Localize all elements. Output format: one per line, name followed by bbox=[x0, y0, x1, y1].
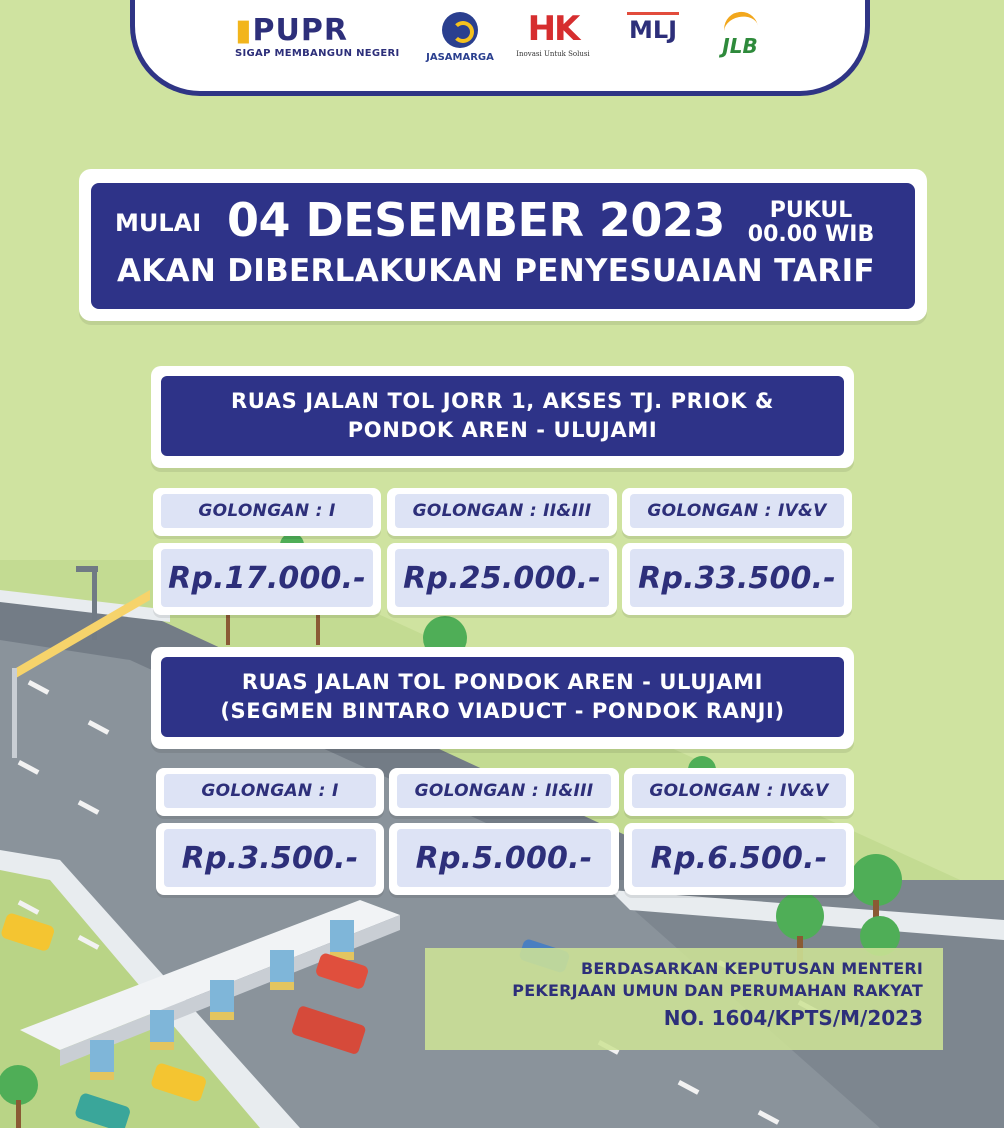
section-2-title bbox=[161, 657, 844, 737]
tariff-price: Rp.5.000.- bbox=[397, 829, 611, 887]
section-2-price-3 bbox=[624, 823, 854, 895]
golongan-label: GOLONGAN : II&III bbox=[397, 774, 611, 808]
logo-header bbox=[130, 0, 870, 96]
section-1-price-2 bbox=[387, 543, 617, 615]
mlj-wordmark: MLJ bbox=[627, 12, 679, 45]
announcement-banner bbox=[79, 169, 927, 321]
decree-number: NO. 1604/KPTS/M/2023 bbox=[663, 1006, 923, 1030]
tariff-price: Rp.25.000.- bbox=[395, 549, 609, 607]
section-2-golongan-1 bbox=[156, 768, 384, 816]
golongan-label: GOLONGAN : I bbox=[161, 494, 373, 528]
jasamarga-wordmark: JASAMARGA bbox=[426, 52, 494, 63]
section-2-price-2 bbox=[389, 823, 619, 895]
tariff-price: Rp.17.000.- bbox=[161, 549, 373, 607]
section-2-golongan-3 bbox=[624, 768, 854, 816]
pupr-wordmark: ▮PUPR bbox=[235, 13, 348, 48]
pupr-tagline: SIGAP MEMBANGUN NEGERI bbox=[235, 48, 400, 59]
banner-mulai: MULAI bbox=[115, 209, 202, 237]
hk-tagline: Inovasi Untuk Solusi bbox=[516, 50, 590, 58]
banner-date: 04 DESEMBER 2023 bbox=[227, 193, 725, 247]
section-1-golongan-1 bbox=[153, 488, 381, 536]
banner-headline: AKAN DIBERLAKUKAN PENYESUAIAN TARIF bbox=[117, 253, 875, 289]
section-2-price-1 bbox=[156, 823, 384, 895]
section-2-title-line1: RUAS JALAN TOL PONDOK AREN - ULUJAMI bbox=[241, 670, 764, 694]
footnote-line1: BERDASARKAN KEPUTUSAN MENTERI bbox=[580, 959, 923, 978]
golongan-label: GOLONGAN : IV&V bbox=[632, 774, 846, 808]
footnote-line2: PEKERJAAN UMUN DAN PERUMAHAN RAKYAT bbox=[512, 981, 923, 1000]
golongan-label: GOLONGAN : IV&V bbox=[630, 494, 844, 528]
jlb-wordmark: JLB bbox=[722, 34, 758, 58]
announcement-banner-inner bbox=[91, 183, 915, 309]
mlj-logo bbox=[623, 12, 683, 45]
section-1-header bbox=[151, 366, 854, 468]
hk-wordmark: HK bbox=[527, 9, 579, 49]
section-1-price-1 bbox=[153, 543, 381, 615]
golongan-label: GOLONGAN : I bbox=[164, 774, 376, 808]
section-1-price-3 bbox=[622, 543, 852, 615]
golongan-label: GOLONGAN : II&III bbox=[395, 494, 609, 528]
section-1-golongan-3 bbox=[622, 488, 852, 536]
legal-basis-footnote bbox=[425, 948, 943, 1050]
section-1-title bbox=[161, 376, 844, 456]
jasamarga-logo bbox=[425, 12, 495, 63]
section-2-golongan-2 bbox=[389, 768, 619, 816]
tariff-price: Rp.3.500.- bbox=[164, 829, 376, 887]
banner-pukul: PUKUL bbox=[769, 198, 853, 223]
banner-time bbox=[731, 199, 891, 247]
section-1-golongan-2 bbox=[387, 488, 617, 536]
section-1-title-line1: RUAS JALAN TOL JORR 1, AKSES TJ. PRIOK & bbox=[231, 389, 774, 413]
section-2-title-line2: (SEGMEN BINTARO VIADUCT - PONDOK RANJI) bbox=[220, 699, 785, 723]
tariff-price: Rp.33.500.- bbox=[630, 549, 844, 607]
hutama-karya-logo bbox=[513, 9, 593, 58]
section-2-header bbox=[151, 647, 854, 749]
jlb-logo bbox=[710, 12, 770, 57]
jasamarga-emblem-icon bbox=[442, 12, 478, 48]
pupr-logo bbox=[235, 13, 400, 59]
tariff-price: Rp.6.500.- bbox=[632, 829, 846, 887]
banner-wib: 00.00 WIB bbox=[747, 222, 875, 247]
section-1-title-line2: PONDOK AREN - ULUJAMI bbox=[347, 418, 658, 442]
